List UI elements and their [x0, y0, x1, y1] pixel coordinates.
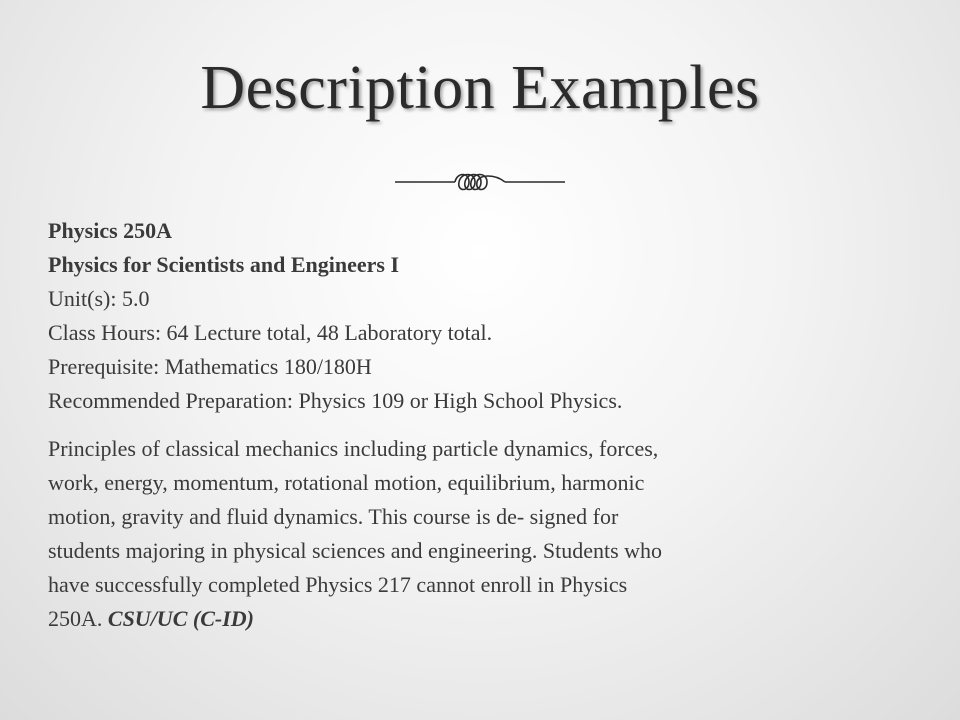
description-line: have successfully completed Physics 217 cannot enroll in Physics — [48, 572, 628, 597]
course-info — [48, 214, 928, 636]
description-line: motion, gravity and fluid dynamics. This course is de- signed for — [48, 504, 619, 529]
description-line: Principles of classical mechanics including particle dynamics, forces, — [48, 436, 659, 461]
description-last-line — [48, 602, 928, 636]
transfer-credit: CSU/UC (C-ID) — [107, 606, 254, 631]
flourish-divider-icon — [395, 168, 565, 196]
course-class-hours: Class Hours: 64 Lecture total, 48 Laboratory total. — [48, 320, 493, 345]
course-description — [48, 432, 928, 636]
course-units: Unit(s): 5.0 — [48, 286, 150, 311]
course-recommended-preparation: Recommended Preparation: Physics 109 or High School Physics. — [48, 388, 623, 413]
description-last-line-prefix: 250A. — [48, 606, 108, 631]
course-name: Physics for Scientists and Engineers I — [48, 252, 400, 277]
description-line: work, energy, momentum, rotational motion, equilibrium, harmonic — [48, 470, 645, 495]
course-prerequisite: Prerequisite: Mathematics 180/180H — [48, 354, 372, 379]
description-line: students majoring in physical sciences and engineering. Students who — [48, 538, 663, 563]
slide-title: Description Examples — [200, 54, 760, 122]
course-code: Physics 250A — [48, 218, 173, 243]
